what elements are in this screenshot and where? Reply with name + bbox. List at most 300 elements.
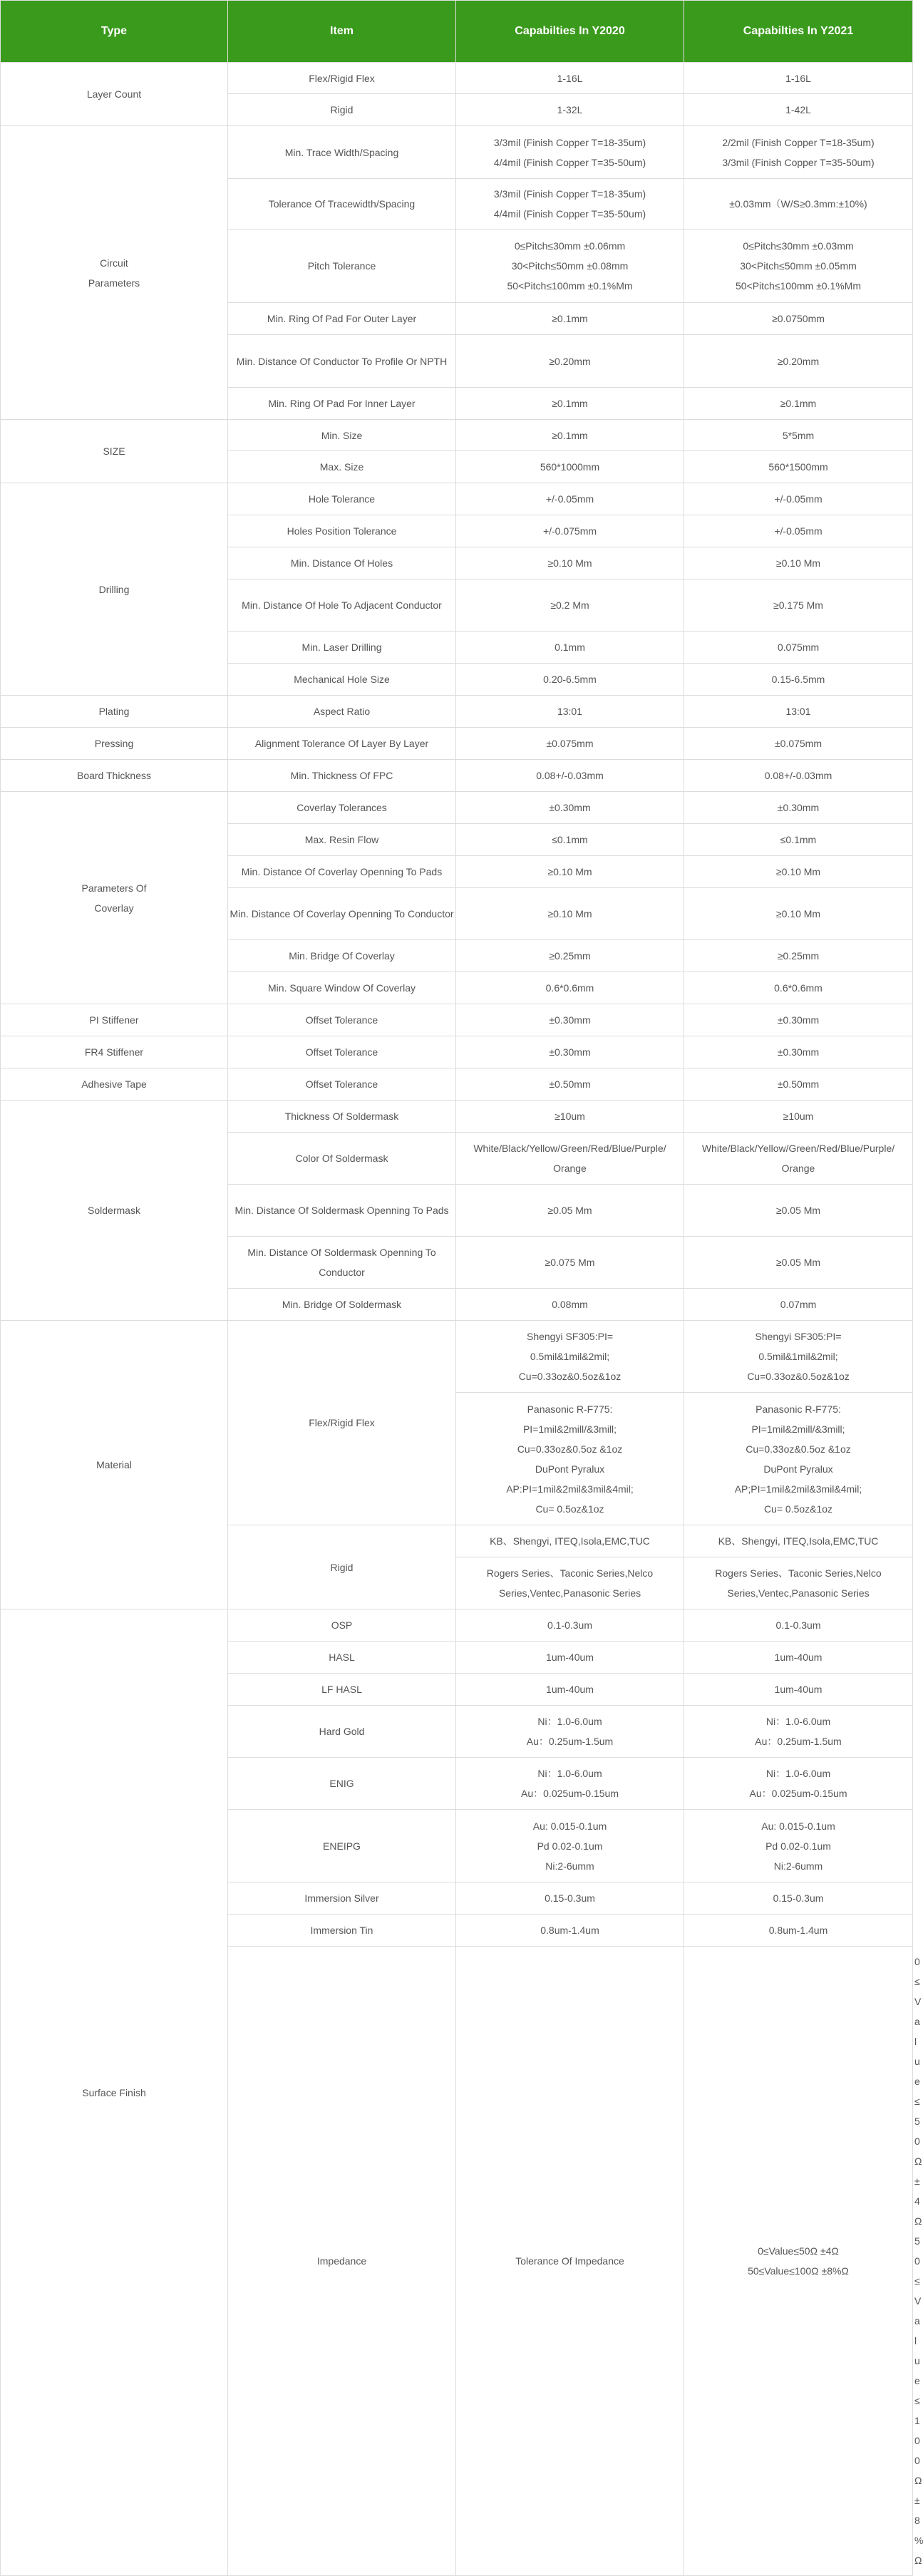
item-cell: Offset Tolerance [228,1004,456,1036]
y2021-cell-line: Ni:2-6umm [773,1860,823,1872]
y2021-cell-line: Cu=0.33oz&0.5oz&1oz [747,1371,850,1382]
y2020-cell [456,451,684,483]
y2020-cell [456,1068,684,1101]
table-row [1,1004,913,1036]
y2020-cell-line: ±0.30mm [549,1046,591,1058]
y2021-cell-line: ≥10um [783,1111,814,1122]
y2020-cell-line: ≥0.1mm [552,398,588,409]
y2020-cell [456,303,684,335]
y2020-cell [456,1101,684,1133]
y2020-cell-line: AP:PI=1mil&2mil&3mil&4mil; [506,1483,634,1495]
y2020-cell-line: ≥0.1mm [552,429,588,441]
y2021-cell-line: 0.6*0.6mm [774,982,823,994]
y2020-cell [456,760,684,792]
item-cell: Min. Distance Of Holes [228,547,456,579]
y2020-cell-line: Ni:2-6umm [545,1860,594,1872]
y2021-cell [684,1036,913,1068]
y2020-cell [456,1289,684,1321]
type-cell [1,126,228,420]
item-cell: Flex/Rigid Flex [228,1321,456,1525]
y2020-cell [456,63,684,94]
y2020-cell-line: Au：0.025um-0.15um [521,1788,619,1799]
type-label: Material [96,1459,132,1470]
item-cell: Min. Laser Drilling [228,632,456,664]
item-cell: LF HASL [228,1674,456,1706]
y2020-cell [456,1004,684,1036]
item-cell: Color Of Soldermask [228,1133,456,1185]
y2021-cell [684,1642,913,1674]
y2020-cell [456,1237,684,1289]
table-row: Impedance Tolerance Of Impedance 0≤Value≤50Ω ±4Ω 50≤Value≤100Ω ±8%Ω 0≤Value≤50Ω ±4Ω 50≤Value≤100Ω ±8%Ω [1,1947,913,2576]
table-row [1,1609,913,1642]
type-label: Layer Count [86,88,142,100]
y2020-cell [456,483,684,515]
y2020-cell [456,632,684,664]
y2020-cell-line: PI=1mil&2mill/&3mill; [522,1423,617,1435]
y2021-cell-line: 0.8um-1.4um [768,1925,828,1936]
y2021-cell [684,824,913,856]
item-cell: ENEIPG [228,1810,456,1882]
y2020-cell-line: ≥0.05 Mm [547,1205,592,1216]
y2021-cell-line: 0.15-6.5mm [771,674,825,685]
y2020-cell-line: ±0.30mm [549,802,591,813]
item-cell: Min. Bridge Of Coverlay [228,940,456,972]
y2020-cell [456,1609,684,1642]
y2020-cell [456,1642,684,1674]
y2020-cell-line: Ni：1.0-6.0um [537,1716,602,1727]
item-cell: OSP [228,1609,456,1642]
y2020-cell [456,1557,684,1609]
y2021-cell-line: 5*5mm [782,429,815,441]
header-y2021: Capabilties In Y2021 [684,1,913,63]
item-cell: HASL [228,1642,456,1674]
y2021-cell-line: Ni：1.0-6.0um [765,1716,831,1727]
y2021-cell-line: 3/3mil (Finish Copper T=35-50um) [722,156,875,168]
y2020-cell [456,824,684,856]
y2020-cell-line: 0.8um-1.4um [540,1925,599,1936]
y2020-cell-line: Pd 0.02-0.1um [537,1840,603,1852]
item-cell: Tolerance Of Tracewidth/Spacing [228,179,456,230]
y2021-cell-line: Au：0.025um-0.15um [749,1788,847,1799]
y2021-cell [684,1101,913,1133]
y2021-cell-line: ≥0.0750mm [772,313,825,324]
y2020-cell-line: 4/4mil (Finish Copper T=35-50um) [493,156,646,168]
y2020-cell [456,1321,684,1393]
y2020-cell-line: ±0.075mm [546,738,594,749]
y2020-cell [456,792,684,824]
type-label: Board Thickness [76,770,151,781]
type-label: Impedance [316,2255,367,2267]
y2020-cell-line: 1um-40um [546,1652,594,1663]
type-label: Drilling [98,583,130,595]
item-cell: Min. Size [228,420,456,451]
y2020-cell [456,972,684,1004]
y2020-cell [456,547,684,579]
y2021-cell-line: ≥0.05 Mm [775,1205,821,1216]
y2020-cell [456,515,684,547]
header-type: Type [1,1,228,63]
y2021-cell-line: Cu= 0.5oz&1oz [763,1503,833,1515]
y2021-cell [684,972,913,1004]
y2020-cell-line: White/Black/Yellow/Green/Red/Blue/Purple/ [473,1143,666,1154]
y2020-cell [456,388,684,420]
y2020-cell-line: +/-0.05mm [545,493,594,505]
type-label: Adhesive Tape [81,1078,147,1090]
y2021-cell [684,1133,913,1185]
item-cell: Max. Resin Flow [228,824,456,856]
item-cell: Min. Distance Of Soldermask Openning To Conductor [228,1237,456,1289]
y2021-cell [684,579,913,632]
y2021-cell [684,1674,913,1706]
y2021-cell-line: ±0.03mm（W/S≥0.3mm:±10%) [729,198,867,210]
type-cell [1,1068,228,1101]
y2020-cell-line: 0≤Pitch≤30mm ±0.06mm [514,240,626,252]
y2021-cell-line: ≤0.1mm [780,834,817,845]
item-cell: Tolerance Of Impedance [456,1947,684,2576]
y2020-cell-line: +/-0.075mm [542,525,597,537]
y2020-cell-line: ±0.50mm [549,1078,591,1090]
item-cell: Max. Size [228,451,456,483]
y2020-cell [456,1393,684,1525]
y2020-cell [456,940,684,972]
type-label: SIZE [103,445,125,457]
table-row [1,1321,913,1393]
type-cell [1,1609,228,2576]
type-label: Surface Finish [82,2086,146,2098]
y2020-cell-line: 0.1mm [555,642,585,653]
y2020-cell [456,179,684,230]
y2020-cell-line: Cu= 0.5oz&1oz [535,1503,604,1515]
y2021-cell-line: ≥0.1mm [780,398,817,409]
y2021-cell [684,1810,913,1882]
item-cell: Min. Trace Width/Spacing [228,126,456,179]
y2021-cell-line: 50<Pitch≤100mm ±0.1%Mm [735,280,862,292]
y2020-cell-line: ≥0.10 Mm [547,557,592,569]
y2020-cell [456,1810,684,1882]
item-cell: Min. Distance Of Soldermask Openning To Pads [228,1185,456,1237]
y2021-cell [684,1706,913,1758]
item-cell: Min. Thickness Of FPC [228,760,456,792]
y2020-cell-line: 3/3mil (Finish Copper T=18-35um) [493,188,646,200]
y2020-cell [456,1036,684,1068]
y2020-cell-line: 0.1-0.3um [547,1619,593,1631]
y2020-cell [456,1133,684,1185]
y2020-cell-line: ≥0.20mm [549,355,591,367]
y2020-cell-line: ≤0.1mm [552,834,588,845]
y2020-cell [456,230,684,303]
y2021-cell [684,1525,913,1557]
y2020-cell [456,1525,684,1557]
type-label: PI Stiffener [89,1014,139,1026]
y2021-cell-line: 0.15-0.3um [773,1892,824,1904]
y2021-cell-line: 1-42L [785,104,811,115]
item-cell: Min. Distance Of Hole To Adjacent Conductor [228,579,456,632]
type-label: FR4 Stiffener [84,1046,144,1058]
table-row [1,126,913,179]
y2021-cell-line: 1um-40um [774,1652,823,1663]
item-cell: Hole Tolerance [228,483,456,515]
y2021-cell-line: 1-16L [785,72,811,84]
y2021-cell-line: ≥0.175 Mm [773,599,823,611]
table-body [1,63,923,2576]
y2021-cell-line: 560*1500mm [768,461,828,473]
item-cell: Offset Tolerance [228,1036,456,1068]
y2021-cell-line: KB、Shengyi, ITEQ,Isola,EMC,TUC [718,1535,879,1547]
y2021-cell [684,1237,913,1289]
y2020-cell-line: Ni：1.0-6.0um [537,1768,602,1779]
y2021-cell [684,1393,913,1525]
y2021-cell [684,856,913,888]
item-cell: Aspect Ratio [228,696,456,728]
type-cell [1,1101,228,1321]
y2020-cell-line: 0.08mm [552,1299,588,1310]
y2020-cell-line: ≥0.10 Mm [547,866,592,877]
y2021-cell-line: +/-0.05mm [774,525,823,537]
table-row [1,792,913,824]
y2020-cell-line: 1-16L [557,72,583,84]
y2021-cell [684,483,913,515]
y2021-cell [684,515,913,547]
y2020-cell-line: ≥0.075 Mm [545,1257,595,1268]
item-cell: Alignment Tolerance Of Layer By Layer [228,728,456,760]
item-cell: Min. Bridge Of Soldermask [228,1289,456,1321]
item-cell: Rigid [228,94,456,126]
y2021-cell [684,94,913,126]
item-cell: Min. Distance Of Conductor To Profile Or NPTH [228,335,456,388]
y2021-cell-line: ±0.30mm [777,1046,820,1058]
y2020-cell-line: ≥0.1mm [552,313,588,324]
y2021-cell-line: ≥0.10 Mm [775,866,821,877]
type-cell [1,1036,228,1068]
item-cell: Hard Gold [228,1706,456,1758]
y2020-cell-line: 0.6*0.6mm [545,982,594,994]
y2021-cell-line: 0≤Pitch≤30mm ±0.03mm [743,240,854,252]
y2021-cell-line: Rogers Series、Taconic Series,Nelco [715,1567,882,1579]
y2020-cell [456,579,684,632]
y2021-cell-line: ≥0.10 Mm [775,908,821,919]
y2020-cell-line: 3/3mil (Finish Copper T=18-35um) [493,136,646,148]
y2021-cell [684,696,913,728]
y2020-cell-line: Au：0.25um-1.5um [526,1736,614,1747]
y2020-cell-line: 0.5mil&1mil&2mil; [530,1351,610,1362]
y2021-cell [684,888,913,940]
table-row [1,1068,913,1101]
y2020-cell [456,335,684,388]
y2021-cell-line: 1um-40um [774,1684,823,1695]
y2021-cell [684,1289,913,1321]
y2020-cell-line: ≥10um [555,1111,585,1122]
y2021-cell [684,420,913,451]
y2021-cell [684,632,913,664]
y2021-cell [684,451,913,483]
y2021-cell-line: +/-0.05mm [774,493,823,505]
y2021-cell [684,303,913,335]
y2020-cell-line: Cu=0.33oz&0.5oz &1oz [517,1443,623,1455]
y2021-cell [684,792,913,824]
y2020-cell [684,1947,913,2576]
y2021-cell [684,664,913,696]
y2020-cell-line: KB、Shengyi, ITEQ,Isola,EMC,TUC [490,1535,650,1547]
y2021-cell-line: 30<Pitch≤50mm ±0.05mm [740,260,857,272]
table-row [1,1036,913,1068]
y2020-cell-line: Series,Ventec,Panasonic Series [498,1587,641,1599]
type-cell [1,728,228,760]
type-label: Pressing [94,738,134,749]
y2021-cell-line: DuPont Pyralux [763,1463,833,1475]
y2021-cell [684,63,913,94]
table-row [1,696,913,728]
y2021-cell [684,547,913,579]
item-cell: Holes Position Tolerance [228,515,456,547]
y2020-cell-line: 560*1000mm [540,461,600,473]
y2020-cell-line: 4/4mil (Finish Copper T=35-50um) [493,208,646,220]
y2021-cell [684,728,913,760]
header-y2020: Capabilties In Y2020 [456,1,684,63]
header-row [1,1,913,63]
y2020-cell-line: ±0.30mm [549,1014,591,1026]
y2021-cell [684,1609,913,1642]
y2021-cell [684,1915,913,1947]
y2021-cell-line: White/Black/Yellow/Green/Red/Blue/Purple/ [701,1143,895,1154]
y2021-cell [684,1068,913,1101]
type-label: Soldermask [88,1205,140,1216]
header-item: Item [228,1,456,63]
y2021-cell [684,388,913,420]
y2020-cell-line: ≥0.2 Mm [550,599,589,611]
table-row [1,483,913,515]
y2020-cell [456,1882,684,1915]
y2020-cell-line: 0.20-6.5mm [543,674,597,685]
table-row [1,63,913,94]
y2020-cell-line: 1-32L [557,104,583,115]
item-cell: Flex/Rigid Flex [228,63,456,94]
table-row [1,1101,913,1133]
y2020-cell-line: 0.08+/-0.03mm [536,770,604,781]
table-row [1,420,913,451]
item-cell: Pitch Tolerance [228,230,456,303]
type-cell [1,483,228,696]
table-row [1,728,913,760]
item-cell: Min. Distance Of Coverlay Openning To Pads [228,856,456,888]
type-label: Coverlay [94,902,134,914]
type-cell [1,420,228,483]
item-cell: Thickness Of Soldermask [228,1101,456,1133]
y2021-cell-line: Orange [781,1163,815,1174]
y2021-cell-line: ±0.30mm [777,1014,820,1026]
y2021-cell-line: 2/2mil (Finish Copper T=18-35um) [722,136,875,148]
item-cell: Min. Ring Of Pad For Inner Layer [228,388,456,420]
y2021-cell-line: Pd 0.02-0.1um [765,1840,831,1852]
y2021-cell-line: Ni：1.0-6.0um [765,1768,831,1779]
type-label: Parameters Of [81,882,147,894]
y2020-cell [456,1674,684,1706]
type-cell [1,1004,228,1036]
y2021-cell-line: AP;PI=1mil&2mil&3mil&4mil; [734,1483,862,1495]
item-cell: Min. Square Window Of Coverlay [228,972,456,1004]
y2020-cell [456,888,684,940]
y2021-cell [684,1557,913,1609]
y2020-cell [456,94,684,126]
item-cell: Min. Ring Of Pad For Outer Layer [228,303,456,335]
y2020-cell [456,1185,684,1237]
y2021-cell-line: PI=1mil&2mill/&3mill; [751,1423,845,1435]
y2021-cell [684,179,913,230]
type-cell [1,760,228,792]
y2020-cell [456,856,684,888]
item-cell: Offset Tolerance [228,1068,456,1101]
y2021-cell-line: Cu=0.33oz&0.5oz &1oz [746,1443,851,1455]
y2020-cell [456,1915,684,1947]
y2021-cell-line: ≥0.05 Mm [775,1257,821,1268]
y2021-cell-line: Series,Ventec,Panasonic Series [727,1587,870,1599]
y2020-cell-line: Shengyi SF305:PI= [526,1331,614,1342]
y2020-cell-line: ≥0.10 Mm [547,908,592,919]
y2020-cell-line: Orange [553,1163,587,1174]
y2021-cell-line: ±0.50mm [777,1078,820,1090]
y2020-cell-line: 50<Pitch≤100mm ±0.1%Mm [507,280,633,292]
y2021-cell-line: 0.07mm [780,1299,817,1310]
y2021-cell-line: ±0.075mm [774,738,823,749]
type-cell [1,792,228,1004]
y2021-cell [684,1882,913,1915]
y2021-cell [684,335,913,388]
y2021-cell-line: Au：0.25um-1.5um [755,1736,842,1747]
y2020-cell [456,696,684,728]
y2021-cell [684,126,913,179]
type-cell [1,63,228,126]
type-label: Plating [98,706,130,717]
y2021-cell-line: ≥0.25mm [777,950,820,962]
y2021-cell-line: 0.08+/-0.03mm [764,770,832,781]
y2021-cell-line: 13:01 [785,706,811,717]
y2021-cell [684,760,913,792]
item-cell: Immersion Tin [228,1915,456,1947]
y2020-cell [456,1706,684,1758]
y2020-cell [456,420,684,451]
y2021-cell-line: Au: 0.015-0.1um [761,1820,835,1832]
y2021-cell-line: 0.1-0.3um [775,1619,821,1631]
y2020-cell-line: 0≤Value≤50Ω ±4Ω [758,2245,839,2257]
type-cell [1,1321,228,1609]
y2021-cell [684,1185,913,1237]
y2021-cell-line: ≥0.20mm [777,355,820,367]
y2020-cell-line: 0.15-0.3um [545,1892,595,1904]
y2021-cell [684,1758,913,1810]
item-cell: Mechanical Hole Size [228,664,456,696]
y2020-cell [456,1758,684,1810]
y2020-cell-line: 50≤Value≤100Ω ±8%Ω [748,2265,849,2277]
item-cell: ENIG [228,1758,456,1810]
y2020-cell-line: ≥0.25mm [549,950,591,962]
y2021-cell [684,1321,913,1393]
item-cell: Rigid [228,1525,456,1609]
y2020-cell-line: 1um-40um [546,1684,594,1695]
table-row [1,760,913,792]
y2020-cell-line: DuPont Pyralux [535,1463,605,1475]
y2021-cell-line: ±0.30mm [777,802,820,813]
type-label: Parameters [88,277,140,289]
y2020-cell [456,126,684,179]
y2021-cell-line: 0.075mm [777,642,820,653]
y2021-cell [684,230,913,303]
type-cell [228,1947,456,2576]
y2020-cell-line: 13:01 [557,706,583,717]
y2020-cell-line: Cu=0.33oz&0.5oz&1oz [518,1371,622,1382]
y2021-cell-line: 0.5mil&1mil&2mil; [758,1351,838,1362]
y2020-cell-line: Rogers Series、Taconic Series,Nelco [486,1567,654,1579]
y2020-cell-line: Au: 0.015-0.1um [532,1820,607,1832]
y2020-cell [456,728,684,760]
